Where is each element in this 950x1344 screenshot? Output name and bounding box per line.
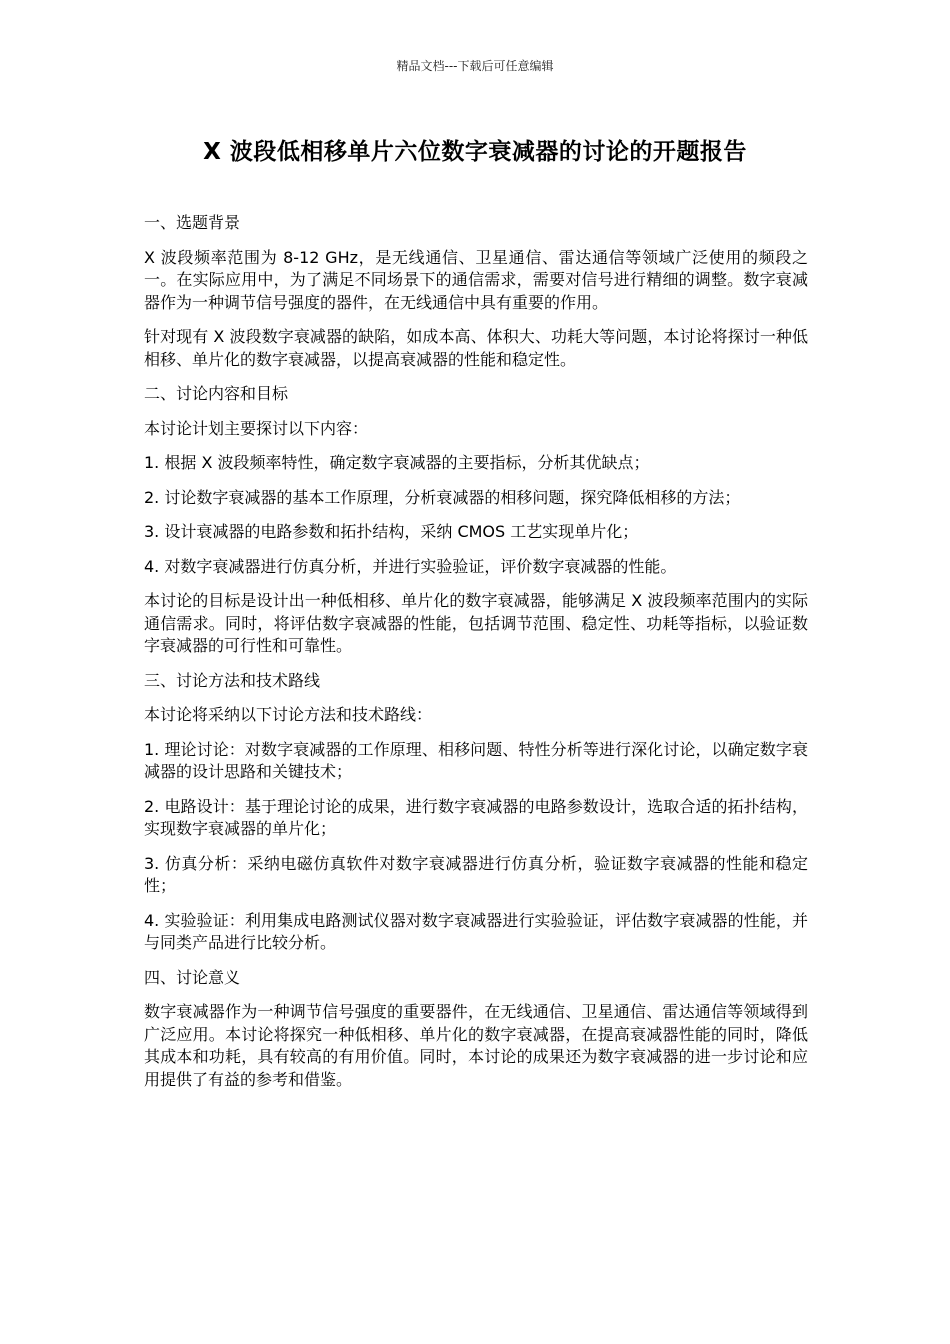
list-item: 4. 实验验证：利用集成电路测试仪器对数字衰减器进行实验验证，评估数字衰减器的性能，并与同类产品进行比较分析。 [144, 910, 808, 952]
section-heading-significance: 四、讨论意义 [144, 967, 241, 987]
section-heading-background: 一、选题背景 [144, 213, 241, 232]
list-item: 2. 讨论数字衰减器的基本工作原理，分析衰减器的相移问题，探究降低相移的方法； [144, 487, 741, 507]
paragraph: 针对现有 X 波段数字衰减器的缺陷，如成本高、体积大、功耗大等问题，本讨论将探讨一种低相移、单片化的数字衰减器，以提高衰减器的性能和稳定性。 [144, 327, 808, 369]
section-heading-methods: 三、讨论方法和技术路线 [144, 670, 321, 690]
document-title: X 波段低相移单片六位数字衰减器的讨论的开题报告 [203, 139, 747, 165]
list-item: 3. 仿真分析：采纳电磁仿真软件对数字衰减器进行仿真分析，验证数字衰减器的性能和稳定性； [144, 853, 808, 895]
header-note: 精品文档---下载后可任意编辑 [396, 59, 554, 73]
paragraph: 数字衰减器作为一种调节信号强度的重要器件，在无线通信、卫星通信、雷达通信等领域得到广泛应用。本讨论将探究一种低相移、单片化的数字衰减器，在提高衰减器性能的同时，降低其成本和功耗，具有较高的有用价值。同时，本讨论的成果还为数字衰减器的进一步讨论和应用提供了有益的参考和借鉴。 [144, 1002, 808, 1089]
section-heading-content-goals: 二、讨论内容和目标 [144, 384, 289, 403]
paragraph: X 波段频率范围为 8-12 GHz，是无线通信、卫星通信、雷达通信等领域广泛使用的频段之一。在实际应用中，为了满足不同场景下的通信需求，需要对信号进行精细的调整。数字衰减器作为一种调节信号强度的器件，在无线通信中具有重要的作用。 [144, 247, 808, 312]
paragraph: 本讨论计划主要探讨以下内容： [144, 418, 369, 438]
list-item: 4. 对数字衰减器进行仿真分析，并进行实验验证，评价数字衰减器的性能。 [144, 556, 677, 576]
paragraph: 本讨论将采纳以下讨论方法和技术路线： [144, 705, 433, 724]
list-item: 2. 电路设计：基于理论讨论的成果，进行数字衰减器的电路参数设计，选取合适的拓扑结构，实现数字衰减器的单片化； [144, 796, 808, 838]
list-item: 1. 根据 X 波段频率特性，确定数字衰减器的主要指标，分析其优缺点； [144, 453, 650, 472]
document-body [144, 212, 808, 1103]
list-item: 1. 理论讨论：对数字衰减器的工作原理、相移问题、特性分析等进行深化讨论，以确定数字衰减器的设计思路和关键技术； [144, 739, 808, 781]
paragraph: 本讨论的目标是设计出一种低相移、单片化的数字衰减器，能够满足 X 波段频率范围内的实际通信需求。同时，将评估数字衰减器的性能，包括调节范围、稳定性、功耗等指标，以验证数字衰减器的可行性和可靠性。 [144, 591, 808, 655]
list-item: 3. 设计衰减器的电路参数和拓扑结构，采纳 CMOS 工艺实现单片化； [144, 522, 639, 541]
